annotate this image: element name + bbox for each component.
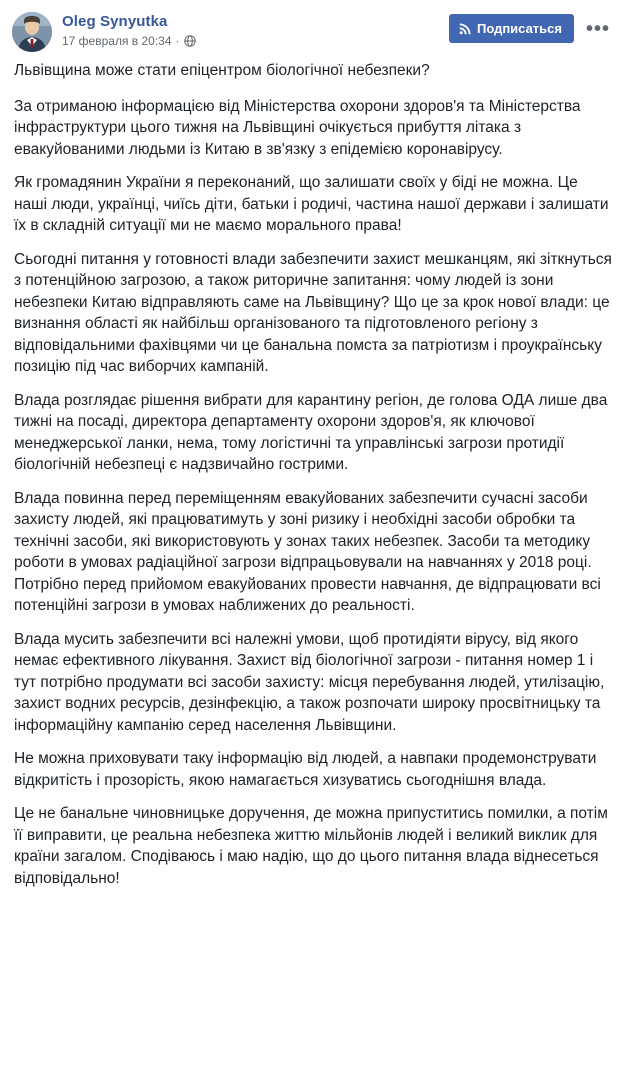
post-author-block [62,12,449,48]
post-header-actions [449,12,614,43]
meta-separator: · [175,34,180,48]
post-paragraph: Влада розглядає рішення вибрати для карантину регіон, де голова ОДА лише два тижні на посаді, директора департаменту охорони здоров'я, як ключової менеджерської ланки, нема, тому логістичні та управлінські загрози протидії біологічній небезпеці є надзвичайно гострими. [14,391,608,473]
post-body [0,58,626,903]
post-paragraph: Як громадянин України я переконаний, що залишати своїх у біді не можна. Це наші люди, українці, чиїсь діти, батьки і родичі, частина нашої держави і залишати їх в складній ситуації ми не маємо морального права! [14,174,609,234]
post-paragraph: Влада повинна перед переміщенням евакуйованих забезпечити сучасні засоби захисту людей, які працюватимуть у зоні ризику і необхідні засоби обробки та технічні засоби, які використовують у зонах таких небезпек. Засоби та методику роботи в умовах радіаційної загрози відпрацьовували на навчаннях у 2018 році. Потрібно перед прийомом евакуйованих провести навчання, де відпрацювати всі потенційні загрози в умовах наближених до реальності. [14,489,601,614]
post-paragraph: Влада мусить забезпечити всі належні умови, щоб протидіяти вірусу, від якого немає ефективного лікування. Захист від біологічної загрози - питання номер 1 і тут потрібно продумати всі засоби захисту: місця перебування людей, утилізацію, захист водних ресурсів, дезінфекцію, а також розпочати широку просвітницьку та інформаційну кампанію серед населення Львівщини. [14,630,605,734]
avatar-image [12,12,52,52]
post-paragraph: За отриманою інформацією від Міністерства охорони здоров'я та Міністерства інфраструктури цього тижня на Львівщині очікується прибуття літака з евакуйованими людьми із Китаю в зв'язку з епідемією коронавірусу. [14,97,581,158]
post-meta [62,34,449,48]
post-header [0,0,626,58]
avatar[interactable] [12,12,52,52]
rss-icon [459,23,471,35]
post-paragraph: Сьогодні питання у готовності влади забезпечити захист мешканцям, які зіткнуться з потенційною загрозою, а також риторичне запитання: чому людей із зони небезпеки Китаю відправляють саме на Львівщину? Що це за крок нової влади: це визнання області як найбільш організованого та підготовленого регіону з відповідальними фахівцями чи це банальна помста за патріотизм і проукраїнську позицію під час виборчих кампаній. [14,250,612,375]
post-timestamp[interactable]: 17 февраля в 20:34 [62,34,172,48]
follow-button[interactable] [449,14,574,43]
follow-button-label: Подписаться [476,21,562,36]
ellipsis-icon[interactable]: ••• [585,17,610,40]
post-paragraph: Не можна приховувати таку інформацію від людей, а навпаки продемонструвати відкритість і прозорість, якою намагається хизуватись сьогоднішня влада. [14,750,597,789]
globe-icon [184,35,196,47]
author-name[interactable]: Oleg Synyutka [62,13,168,30]
post-paragraph: Львівщина може стати епіцентром біологічної небезпеки? [14,62,430,79]
post-paragraph: Це не банальне чиновницьке доручення, де можна припуститись помилки, а потім її виправити, це реальна небезпека життю мільйонів людей і великий виклик для країни загалом. Сподіваюсь і маю надію, що до цього питання влада віднесеться відповідально! [14,805,608,887]
